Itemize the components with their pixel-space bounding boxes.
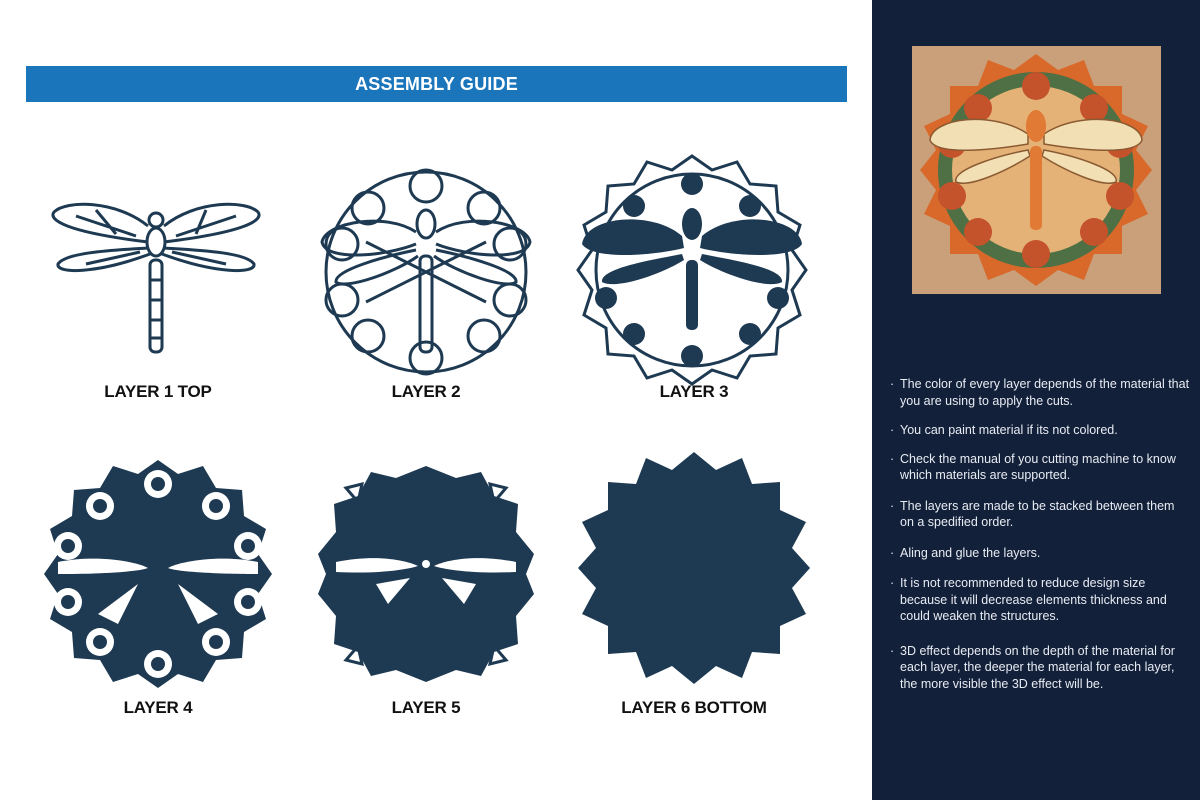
- layer-2-image: [306, 152, 546, 392]
- mandala-layer5-icon: [306, 454, 546, 694]
- layer-5-image: [306, 454, 546, 694]
- list-item: · Aling and glue the layers.: [890, 545, 1190, 562]
- layer-3-label: LAYER 3: [659, 382, 729, 401]
- page-title: ASSEMBLY GUIDE: [355, 73, 518, 94]
- mandala-layer4-icon: [38, 454, 278, 694]
- layer-4-image: [38, 454, 278, 694]
- layer-6-image: [574, 448, 814, 688]
- layer-1-image: [36, 160, 276, 400]
- layer-1-label: LAYER 1 TOP: [104, 382, 212, 401]
- list-item: · You can paint material if its not colored.: [890, 422, 1190, 439]
- assembly-notes-list: [890, 376, 1190, 705]
- finished-product-photo: [912, 46, 1161, 294]
- layer-6-label: LAYER 6 BOTTOM: [621, 698, 767, 717]
- mandala-layer3-icon: [572, 150, 812, 390]
- layer-5-label: LAYER 5: [391, 698, 461, 717]
- list-item: · Check the manual of you cutting machine to know which materials are supported.: [890, 451, 1190, 484]
- layer-4-label: LAYER 4: [123, 698, 193, 717]
- list-item: · The color of every layer depends of the material that you are using to apply the cuts.: [890, 376, 1190, 409]
- layer-2-label: LAYER 2: [391, 382, 461, 401]
- layer-3-image: [572, 150, 812, 390]
- list-item: · 3D effect depends on the depth of the material for each layer, the deeper the material for each layer, the more visible the 3D effect will be.: [890, 643, 1190, 693]
- layered-dragonfly-mandala-icon: [912, 46, 1161, 294]
- dragonfly-outline-icon: [36, 160, 276, 400]
- mandala-outline-icon: [306, 152, 546, 392]
- assembly-guide-banner: [26, 66, 847, 102]
- sidebar-panel: [872, 0, 1200, 800]
- mandala-solid-base-icon: [574, 448, 814, 688]
- list-item: · The layers are made to be stacked between them on a spedified order.: [890, 498, 1190, 531]
- list-item: · It is not recommended to reduce design size because it will decrease elements thickness and could weaken the structures.: [890, 575, 1190, 625]
